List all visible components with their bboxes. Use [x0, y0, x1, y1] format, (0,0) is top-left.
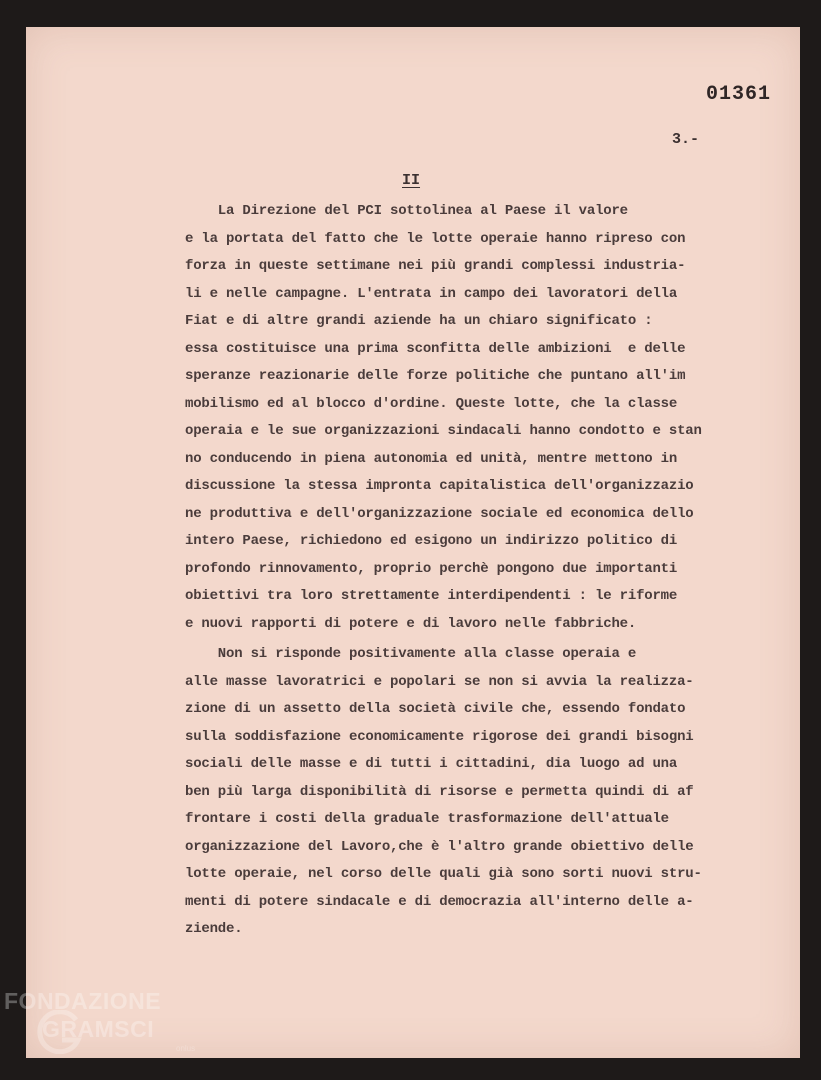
text-line: lotte operaie, nel corso delle quali già sono sorti nuovi stru-: [185, 866, 702, 882]
text-line: frontare i costi della graduale trasformazione dell'attuale: [185, 811, 669, 827]
text-line: no conducendo in piena autonomia ed unità, mentre mettono in: [185, 450, 678, 467]
text-line: ziende.: [185, 921, 243, 937]
text-line: e la portata del fatto che le lotte operaie hanno ripreso con: [185, 230, 686, 247]
watermark-line3: onlus: [176, 1044, 196, 1053]
archive-id: 01361: [706, 83, 772, 106]
text-line: mobilismo ed al blocco d'ordine. Queste lotte, che la classe: [185, 395, 678, 412]
text-line: forza in queste settimane nei più grandi complessi industria-: [185, 258, 686, 274]
text-line: organizzazione del Lavoro,che è l'altro grande obiettivo delle: [185, 838, 694, 855]
text-line: e nuovi rapporti di potere e di lavoro nelle fabbriche.: [185, 615, 637, 632]
watermark-line2: GRAMSCI: [42, 1016, 155, 1042]
section-title: II: [402, 172, 421, 189]
fondazione-gramsci-watermark: [4, 988, 204, 1058]
text-line: intero Paese, richiedono ed esigono un indirizzo politico di: [185, 533, 678, 549]
text-line: obiettivi tra loro strettamente interdipendenti : le riforme: [185, 588, 678, 604]
typed-body-text: [185, 198, 775, 944]
text-line: essa costituisce una prima sconfitta delle ambizioni e delle: [185, 340, 686, 357]
text-line: Fiat e di altre grandi aziende ha un chiaro significato :: [185, 313, 653, 329]
text-line: sulla soddisfazione economicamente rigorose dei grandi bisogni: [185, 728, 694, 745]
text-line: Non si risponde positivamente alla classe operaia e: [185, 646, 637, 662]
text-line: La Direzione del PCI sottolinea al Paese il valore: [185, 203, 628, 219]
text-line: operaia e le sue organizzazioni sindacali hanno condotto e stan: [185, 423, 702, 439]
text-line: zione di un assetto della società civile che, essendo fondato: [185, 701, 686, 717]
text-line: ne produttiva e dell'organizzazione sociale ed economica dello: [185, 505, 694, 522]
watermark-line1: FONDAZIONE: [4, 988, 162, 1014]
text-line: discussione la stessa impronta capitalistica dell'organizzazio: [185, 478, 694, 494]
text-line: speranze reazionarie delle forze politiche che puntano all'im: [185, 368, 686, 384]
text-line: profondo rinnovamento, proprio perchè pongono due importanti: [185, 560, 678, 577]
text-line: sociali delle masse e di tutti i cittadini, dia luogo ad una: [185, 756, 678, 772]
text-line: li e nelle campagne. L'entrata in campo dei lavoratori della: [185, 285, 678, 302]
page-number: 3.-: [672, 131, 700, 148]
text-line: menti di potere sindacale e di democrazia all'interno delle a-: [185, 893, 694, 910]
text-line: ben più larga disponibilità di risorse e permetta quindi di af: [185, 783, 694, 800]
text-line: alle masse lavoratrici e popolari se non si avvia la realizza-: [185, 673, 694, 690]
